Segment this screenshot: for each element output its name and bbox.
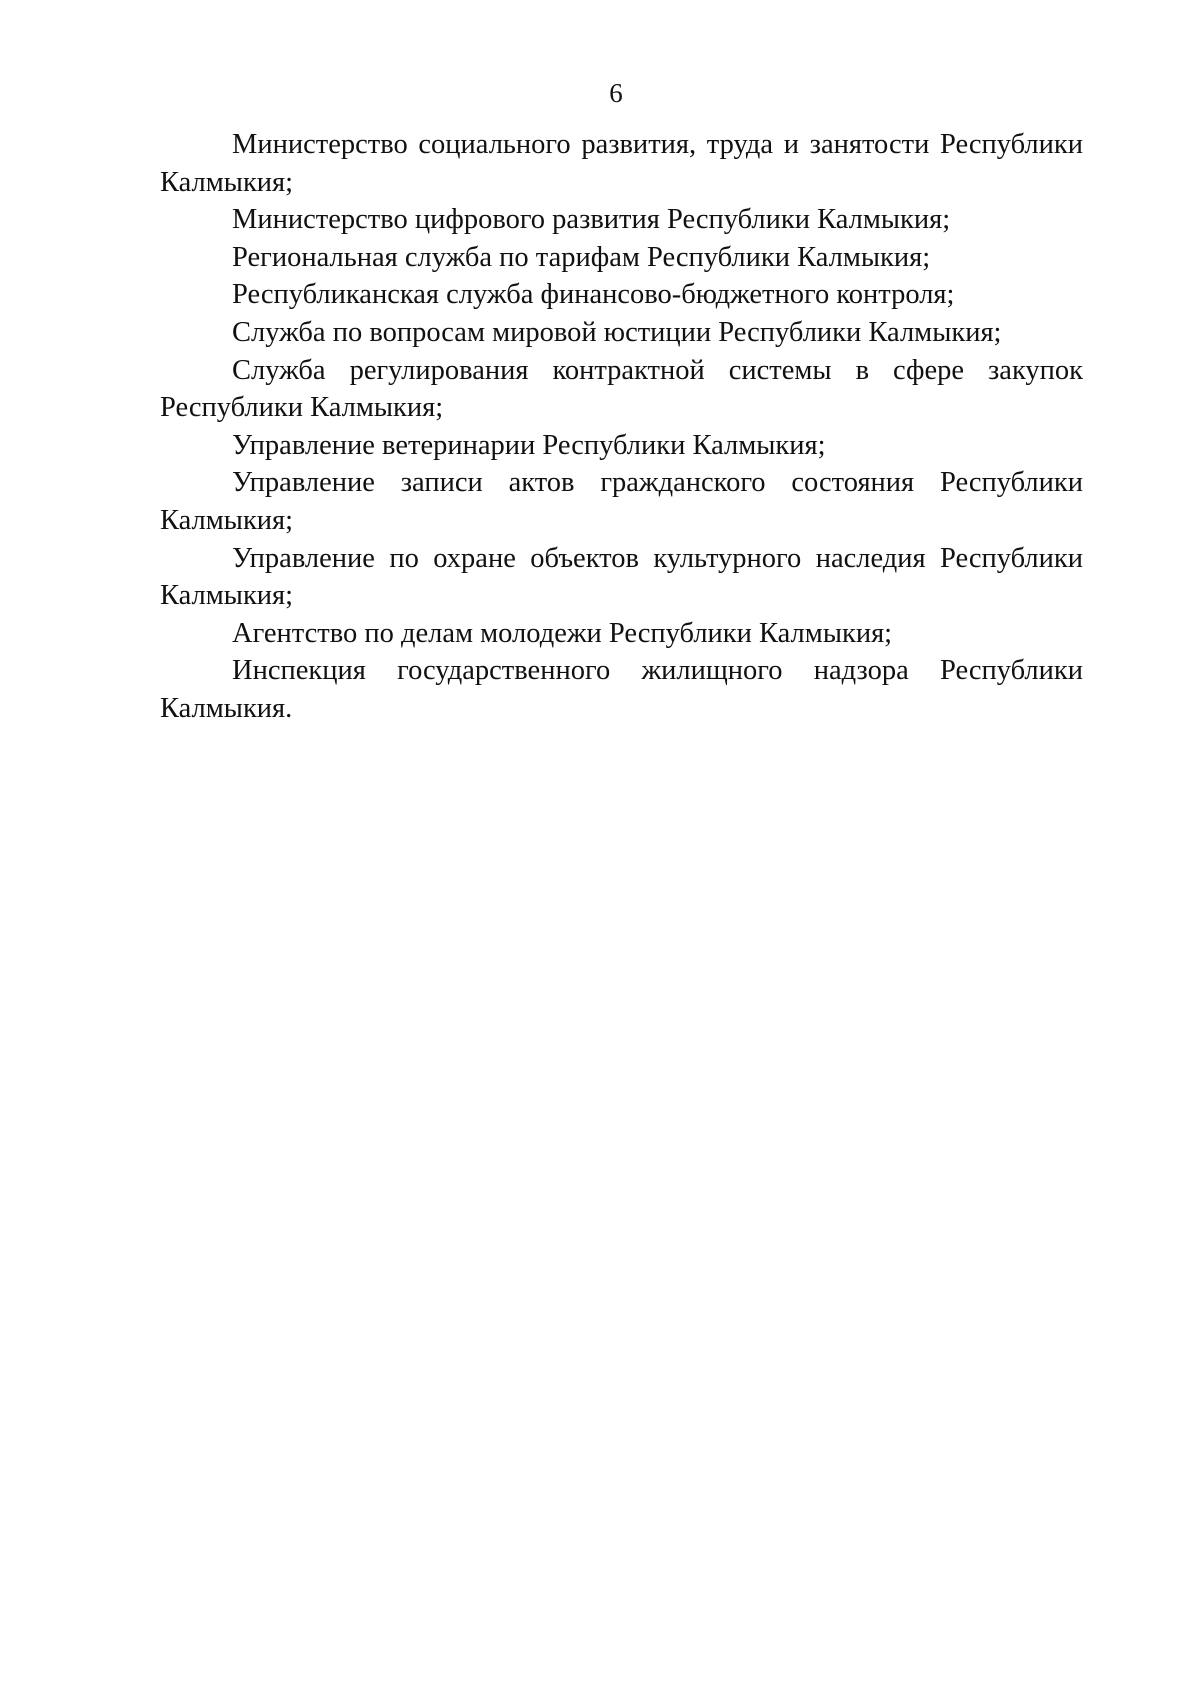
- list-item: Министерство социального развития, труда и занятости Республики Калмыкия;: [160, 129, 1083, 198]
- list-item: Управление записи актов гражданского состояния Республики Калмыкия;: [160, 467, 1083, 536]
- list-item: Управление по охране объектов культурного наследия Республики Калмыкия;: [160, 542, 1083, 612]
- list-item: Служба регулирования контрактной системы в сфере закупок Республики Калмыкия;: [160, 354, 1083, 424]
- list-item: Агентство по делам молодежи Республики Калмыкия;: [232, 617, 893, 649]
- page-number: 6: [609, 78, 623, 108]
- organization-list: [160, 126, 1083, 728]
- list-item: Инспекция государственного жилищного надзора Республики Калмыкия.: [160, 655, 1083, 724]
- list-item: Республиканская служба финансово-бюджетного контроля;: [232, 279, 955, 311]
- list-item: Управление ветеринарии Республики Калмыкия;: [232, 429, 826, 461]
- list-item: Министерство цифрового развития Республики Калмыкия;: [232, 204, 951, 236]
- list-item: Служба по вопросам мировой юстиции Республики Калмыкия;: [232, 316, 1002, 348]
- list-item: Региональная служба по тарифам Республики Калмыкия;: [232, 241, 931, 273]
